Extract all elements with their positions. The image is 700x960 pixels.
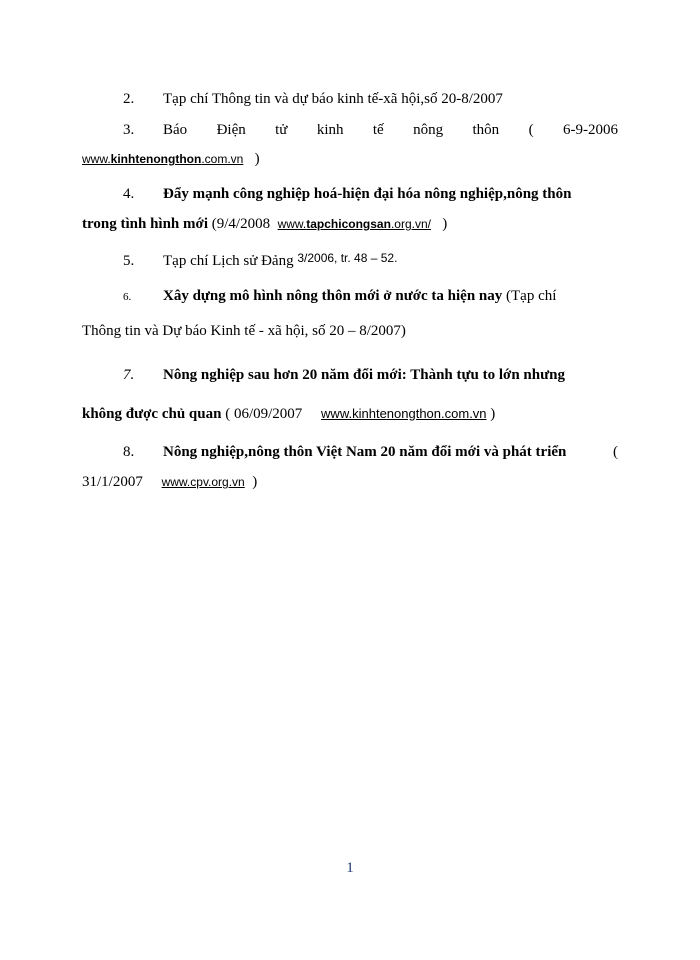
close-paren: ): [442, 216, 448, 232]
word: Điện: [216, 122, 246, 138]
reference-title: Nông nghiệp sau hơn 20 năm đổi mới: Thành tựu to lớn nhưng: [163, 367, 565, 383]
reference-source: (Tạp chí: [506, 288, 557, 304]
reference-number: 2.: [123, 91, 135, 107]
reference-5: [82, 252, 618, 270]
url-prefix: www.: [82, 152, 111, 166]
url-domain: kinhtenongthon: [110, 152, 202, 166]
reference-4: [82, 185, 618, 203]
close-paren: ): [252, 474, 258, 490]
url-prefix: www.: [277, 217, 307, 231]
reference-6-line-2: [82, 322, 618, 340]
reference-pages: 3/2006, tr. 48 – 52.: [297, 251, 398, 265]
reference-number: 8.: [123, 444, 135, 460]
open-paren: (: [613, 444, 618, 460]
reference-date: (9/4/2008: [211, 216, 271, 232]
word: Báo: [163, 122, 188, 138]
reference-number: 6.: [123, 291, 132, 303]
reference-link[interactable]: www.kinhtenongthon.com.vn: [321, 406, 487, 421]
reference-title: Xây dựng mô hình nông thôn mới ở nước ta hiện nay: [163, 288, 503, 304]
word: tế: [372, 122, 384, 138]
reference-title-cont: không được chủ quan: [82, 406, 222, 422]
reference-number: 3.: [123, 122, 135, 138]
reference-date: ( 06/09/2007: [225, 406, 303, 422]
close-paren: ): [490, 406, 496, 422]
reference-link[interactable]: [82, 152, 243, 166]
page-number: 1: [346, 860, 354, 876]
reference-title: Nông nghiệp,nông thôn Việt Nam 20 năm đổi mới và phát triển: [163, 444, 567, 460]
reference-8: [82, 443, 618, 461]
reference-title: Đẩy mạnh công nghiệp hoá-hiện đại hóa nông nghiệp,nông thôn: [163, 186, 572, 202]
reference-source-cont: Thông tin và Dự báo Kinh tế - xã hội, số 20 – 8/2007): [82, 323, 406, 339]
reference-date: 31/1/2007: [82, 474, 143, 490]
url-domain: tapchicongsan: [306, 217, 391, 231]
url-suffix: .com.vn: [201, 152, 244, 166]
url-suffix: .org.vn/: [390, 217, 431, 231]
reference-4-line-2: [82, 215, 618, 233]
word: tử: [275, 122, 288, 138]
reference-date: 6-9-2006: [562, 122, 618, 138]
reference-link[interactable]: [278, 217, 431, 231]
reference-title-cont: trong tình hình mới: [82, 216, 208, 232]
close-paren: ): [254, 151, 260, 167]
reference-3: [82, 121, 618, 139]
reference-text: Tạp chí Lịch sử Đảng: [163, 253, 294, 269]
reference-text: Tạp chí Thông tin và dự báo kinh tế-xã hội,số 20-8/2007: [163, 91, 503, 107]
reference-link[interactable]: www.cpv.org.vn: [161, 475, 245, 489]
word: kinh: [316, 122, 344, 138]
word: nông: [413, 122, 444, 138]
reference-number: 5.: [123, 253, 135, 269]
reference-6: [82, 287, 618, 306]
reference-2: [82, 90, 618, 108]
reference-7-line-2: [82, 405, 618, 423]
word: (: [528, 122, 534, 138]
reference-7: [82, 366, 618, 384]
word: thôn: [472, 122, 500, 138]
reference-number: 4.: [123, 186, 135, 202]
reference-3-line-2: [82, 150, 618, 168]
reference-number: 7.: [123, 367, 135, 383]
reference-8-line-2: [82, 473, 618, 491]
